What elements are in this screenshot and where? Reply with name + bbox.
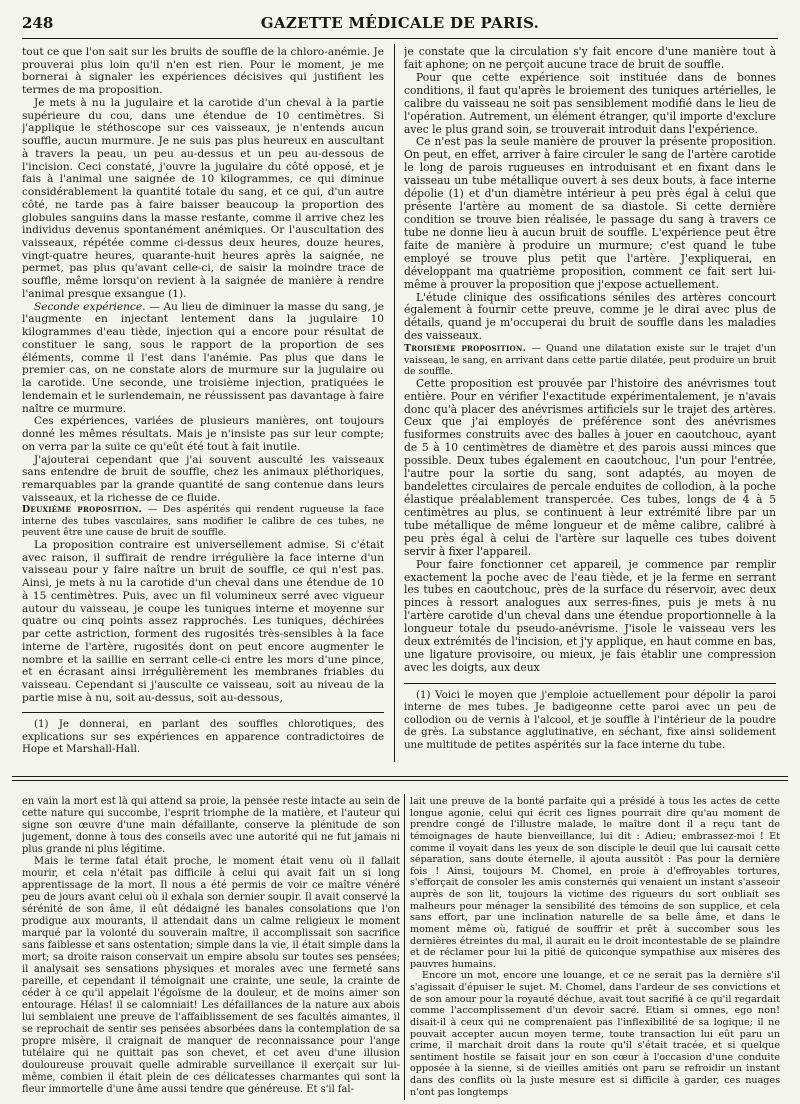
paragraph: Je mets à nu la jugulaire et la carotide d'un cheval à la partie supérieure du cou, dans une étendue de 10 centimètres. Si j'applique le stéthoscope sur ces vaisseaux, je n'entends aucun souffle, aucun murmure. Je ne suis pas plus heureux en auscultant à travers la peau, un peu au-dessus et un peu au-dessous de l'incision. Ceci constaté, j'ouvre la jugulaire du côté opposé, et je fais à l'animal une saignée de 10 kilogrammes, ce qui diminue considérablement la quantité totale du sang, et ce qui, d'un autre côté, ne tarde pas à faire baisser beaucoup la proportion des globules sanguins dans la masse restante, comme il arrive chez les individus devenus spontanément anémiques. Or l'auscultation des vaisseaux, répétée comme ci-dessus deux heures, douze heures, vingt-quatre heures, quarante-huit heures après la saignée, ne permet, pas plus qu'avant celle-ci, de saisir la moindre trace de souffle, même lorsqu'on revient à la saignée de manière à rendre l'animal presque exsangue (1). (22, 96, 384, 300)
proposition-label: Deuxième proposition. (22, 504, 143, 516)
paragraph: Encore un mot, encore une louange, et ce ne serait pas la dernière s'il s'agissait d'épuiser le sujet. M. Chomel, dans l'ardeur de ses convictions et de son amour pour la royauté déchue, avait tout sacrifié à ce qu'il regardait comme l'accomplissement d'un devoir sacré. Etiam si omnes, ego non! disait-il à ceux qui ne comprenaient pas l'inflexibilité de sa logique; il ne pouvait accepter aucun moyen terme, toute transaction lui eût paru un crime, il marchait droit dans la route qu'il s'était tracée, et si quelque sentiment hostile se faisait jour en son cœur à l'occasion d'une conduite opposée à la sienne, si de vieilles amitiés ont paru se refroidir un instant dans des conflits où la juste mesure est si difficile à garder, ces nuages n'ont pas longtemps (410, 970, 780, 1098)
paragraph: La proposition contraire est universellement admise. Si c'était avec raison, il suffirait de rendre irrégulière la face interne d'un vaisseau pour y faire naître un bruit de souffle, ce qui n'est pas. Ainsi, je mets à nu la carotide d'un cheval dans une étendue de 10 à 15 centimètres. Puis, avec un fil volumineux serré avec vigueur autour du vaisseau, je coupe les tuniques interne et moyenne sur quatre ou cinq points assez rapprochés. Les tuniques, déchirées par cette astriction, forment des rugosités très-sensibles à la face interne de l'artère, rugosités dont on peut encore augmenter le nombre et la saillie en serrant celle-ci entre les mors d'une pince, et en écrasant ainsi irrégulièrement les membranes friables du vaisseau. Cependant si j'ausculte ce vaisseau, soit au niveau de la partie mise à nu, soit au-dessus, soit au-dessous, (22, 538, 384, 704)
paragraph: Pour que cette expérience soit instituée dans de bonnes conditions, il faut qu'après le broiement des tuniques artérielles, le calibre du vaisseau ne soit pas sensiblement modifié dans le lieu de l'opération. Autrement, un élément étranger, qu'il importe d'exclure avec le plus grand soin, se trouverait introduit dans l'expérience. (404, 70, 776, 136)
section-divider (12, 776, 788, 777)
proposition-heading (404, 343, 776, 378)
proposition-text: — Des aspérités qui rendent rugueuse la face interne des tubes vasculaires, sans modifier le calibre de ces tubes, ne peuvent être une cause de bruit de souffle. (22, 504, 384, 539)
column-bottom-left (22, 796, 400, 1100)
paragraph: lait une preuve de la bonté parfaite qui a présidé à tous les actes de cette longue agonie, celui qui écrit ces lignes pourrait dire qu'au moment de prendre congé de l'illustre malade, le maître dont il a reçu tant de témoignages de haute bienveillance, lui dit : Adieu; embrassez-moi ! Et comme il voyait dans les yeux de son disciple le deuil que lui causait cette séparation, sans doute éternelle, il ajouta aussitôt : Pas pour la dernière fois ! Ainsi, toujours M. Chomel, en proie à d'effroyables tortures, s'efforçait de consoler les amis consternés qui venaient un instant s'asseoir auprès de son lit, toujours la victime des rigueurs du sort oubliait ses malheurs pour ménager la sensibilité des témoins de son supplice, et cela sans effort, par une inclination naturelle de sa belle âme, et dans le moment même où, fatigué de souffrir et prêt à succomber sous les dernières étreintes du mal, il aurait eu le droit incontestable de se plaindre et de réclamer pour lui la pitié de quiconque sympathise aux misères des pauvres humains. (410, 796, 780, 970)
paragraph (22, 301, 384, 416)
section-divider-thin (12, 780, 788, 781)
paragraph: Cette proposition est prouvée par l'histoire des anévrismes tout entière. Pour en vérifier l'exactitude expérimentalement, je n'avais donc qu'à placer des anévrismes artificiels sur le trajet des artères. Ceux que j'ai employés de préférence sont des anévrismes fusiformes construits avec des balles à jouer en caoutchouc, ayant de 5 à 10 centimètres de diamètre et des parois aussi minces que possible. Deux tubes également en caoutchouc, l'un pour l'entrée, l'autre pour la sortie du sang, sont adaptés, au moyen de bandelettes circulaires de percale enduites de collodion, à la poche élastique préalablement transpercée. Ces tubes, longs de 4 à 5 centimètres au plus, se continuent à leur extrémité libre par un tube métallique de même longueur et de même calibre, calibré à peu près égal à celui de l'artère sur laquelle ces tubes doivent servir à fixer l'appareil. (404, 376, 776, 558)
page-number: 248 (22, 14, 54, 32)
paragraph: tout ce que l'on sait sur les bruits de souffle de la chloro-anémie. Je prouverai plus loin qu'il n'en est rien. Pour le moment, je me bornerai à signaler les expériences décisives qui justifient les termes de ma proposition. (22, 46, 384, 97)
proposition-heading (22, 504, 384, 539)
column-divider-top (394, 44, 395, 762)
paragraph-text: — Au lieu de diminuer la masse du sang, je l'augmente en injectant lentement dans la jugulaire 10 kilogrammes d'eau tiède, injection qui a encore pour résultat de constituer le sang, sous le rapport de la proportion de ses éléments, comme il l'est dans l'anémie. Pas plus que dans le premier cas, on ne constate alors de murmure sur la jugulaire ou la carotide. Une seconde, une troisième injection, pratiquées le lendemain et le surlendemain, ne réussissent pas davantage à faire naître ce murmure. (22, 300, 384, 415)
footnote-rule (22, 712, 384, 713)
footnote: (1) Voici le moyen que j'emploie actuellement pour dépolir la paroi interne de mes tubes. Je badigeonne cette paroi avec un peu de collodion ou de vernis à l'alcool, et je souffle à l'intérieur de la poudre de grès. La substance agglutinative, en séchant, fixe ainsi solidement une multitude de petites aspérités sur la face interne du tube. (404, 689, 776, 751)
paragraph: L'étude clinique des ossifications séniles des artères concourt également à fournir cette preuve, comme je le dirai avec plus de détails, quand je m'occuperai du bruit de souffle dans les maladies des vaisseaux. (404, 290, 776, 343)
column-divider-bottom (404, 794, 405, 1100)
footnote-rule (404, 683, 776, 684)
paragraph: Ces expériences, variées de plusieurs manières, ont toujours donné les mêmes résultats. Mais je n'insiste pas sur leur compte; on verra par la suite ce qu'eût été tout à fait inutile. (22, 415, 384, 453)
paragraph: Mais le terme fatal était proche, le moment était venu où il fallait mourir, et cela n'était pas difficile à celui qui avait fait un si long apprentissage de la mort. Il nous a été permis de voir ce maître vénéré peu de jours avant celui où il exhala son dernier soupir. Il avait conservé la sérénité de son âme, il eût dédaigné les banales consolations que l'on prodigue aux mourants, il attendait dans un calme religieux le moment marqué par la volonté du souverain maître, il accomplissait son sacrifice sans faiblesse et sans ostentation; simple dans la vie, il était simple dans la mort; sa droite raison conservait un empire absolu sur toutes ses pensées; il analysait ses sensations physiques et morales avec une fermeté sans pareille, et cependant il témoignait une crainte, une seule, la crainte de céder à ce qu'il appelait l'égoïsme de la douleur, et de moins aimer son entourage. Hélas! il se calomniait! Les défaillances de la nature aux abois lui semblaient une preuve de l'affaiblissement de ses facultés aimantes, il se reprochait de sentir ses pensées absorbées dans la contemplation de sa propre misère, il craignait de manquer de reconnaissance pour l'ange tutélaire qui ne quittait pas son chevet, et cet aveu d'une illusion douloureuse prouvait quelle admirable surveillance il exerçait sur lui-même, combien il était plein de ces délicatesses charmantes qui sont la fleur immortelle d'une âme aussi tendre que généreuse. Et s'il fal- (22, 855, 400, 1095)
paragraph: J'ajouterai cependant que j'ai souvent ausculté les vaisseaux sans entendre de bruit de souffle, chez les animaux pléthoriques, remarquables par la grande quantité de sang contenue dans leurs vaisseaux, et la richesse de ce fluide. (22, 453, 384, 504)
footnote: (1) Je donnerai, en parlant des souffles chlorotiques, des explications sur ses expériences en apparence contradictoires de Hope et Marshall-Hall. (22, 719, 384, 756)
column-bottom-right (410, 796, 780, 1100)
experiment-label: Seconde expérience. (34, 300, 146, 313)
proposition-label: Troisième proposition. (404, 343, 527, 355)
paragraph: en vain la mort est là qui attend sa proie, la pensée reste intacte au sein de cette nature qui succombe, l'esprit triomphe de la matière, et l'auteur qui signe son œuvre d'une main défaillante, conserve la plénitude de son jugement, donne à tous des conseils avec une autorité qui ne fut jamais ni plus grande ni plus légitime. (22, 796, 400, 855)
column-top-right (404, 46, 776, 760)
paragraph: Ce n'est pas la seule manière de prouver la présente proposition. On peut, en effet, arriver à faire circuler le sang de l'artère carotide le long de parois rugueuses en introduisant et en fixant dans le vaisseau un tube métallique ouvert à ses deux bouts, à face interne dépolie (1) et d'un diamètre intérieur à peu près égal à celui que présente l'artère au moment de sa diastole. Si cette dernière condition se trouve bien réalisée, le passage du sang à travers ce tube ne donne lieu à aucun bruit de souffle. L'expérience peut être faite de manière à produire un murmure; c'est quand le tube employé se trouve plus petit que l'artère. J'expliquerai, en développant ma quatrième proposition, comment ce fait sert lui-même à prouver la proposition que j'expose actuellement. (404, 135, 776, 291)
page-header (22, 14, 778, 39)
journal-title: GAZETTE MÉDICALE DE PARIS. (260, 14, 540, 32)
column-top-left (22, 46, 384, 760)
paragraph: Pour faire fonctionner cet appareil, je commence par remplir exactement la poche avec de l'eau tiède, et je la ferme en serrant les tubes en caoutchouc, près de la surface du réservoir, avec deux pinces à ressort analogues aux serres-fines, puis je mets à nu l'artère carotide d'un cheval dans une étendue proportionnelle à la longueur totale du pseudo-anévrisme. J'isole le vaisseau vers les deux extrémités de l'incision, et j'y applique, en haut comme en bas, une ligature provisoire, ou mieux, je fais établir une compression avec les doigts, aux deux (404, 557, 776, 674)
paragraph: je constate que la circulation s'y fait encore d'une manière tout à fait aphone; on ne perçoit aucune trace de bruit de souffle. (404, 46, 776, 71)
proposition-text: — Quand une dilatation existe sur le trajet d'un vaisseau, le sang, en arrivant dans cette partie dilatée, peut produire un bruit de souffle. (404, 343, 776, 378)
